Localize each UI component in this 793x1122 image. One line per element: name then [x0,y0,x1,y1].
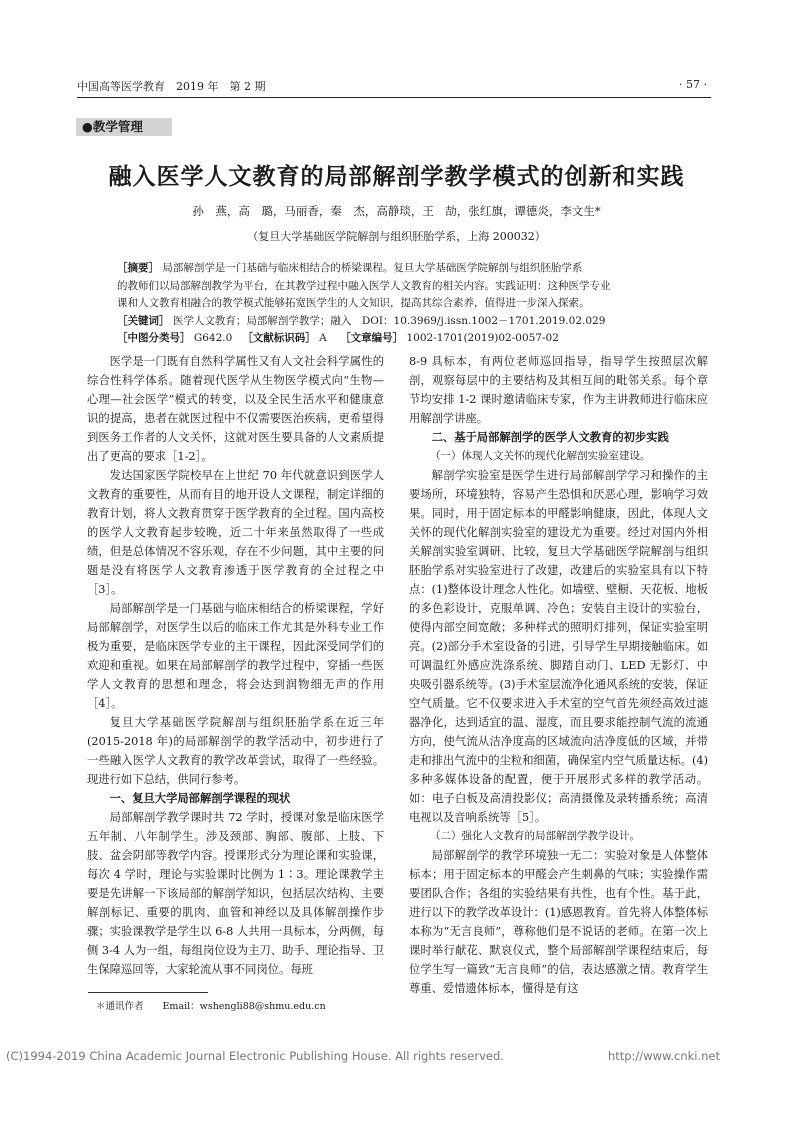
article-title: 融入医学人文教育的局部解剖学教学模式的创新和实践 [108,164,685,190]
clc-value: G642.0 [193,332,233,344]
abstract-label: ［摘要］ [117,262,159,274]
body-paragraph: 局部解剖学教学课时共 72 学时，授课对象是临床医学五年制、八年制学生。涉及颈部、胸部、腹部、上肢、下肢、盆会阴部等教学内容。授课形式分为理论课和实验课，每次 4 学时，理论与实验课时比例为 1∶3。理论课教学主要是先讲解一下该局部的解剖学知识，包括层次结构、主要解剖标记、重要的肌肉、血管和神经以及具体解剖操作步骤；实验课教学是学生以 6-8 人共用一具标本，分两侧，每侧 3-4 人为一组，每组岗位设为主刀、助手、理论指导、卫生保障巡回等，大家轮流从事不同岗位。每班 [87,811,384,976]
body-paragraph: 复旦大学基础医学院解剖与组织胚胎学系在近三年(2015-2018 年)的局部解剖学的教学活动中，初步进行了一些融入医学人文教育的教学改革尝试，取得了一些经验。现进行如下总结，供同行参考。 [87,716,384,786]
body-paragraph: 8-9 具标本，有两位老师巡回指导，指导学生按照层次解剖，观察每层中的主要结构及其相互间的毗邻关系。每个章节均安排 1-2 课时邀请临床专家，作为主讲教师进行临床应用解剖学讲座。 [409,355,708,425]
running-header [77,78,707,94]
abstract-line-2: 的教师们以局部解剖教学为平台，在其教学过程中融入医学人文教育的相关内容。实践证明：这种医学专业 [117,279,611,292]
body-paragraph: 解剖学实验室是医学生进行局部解剖学学习和操作的主要场所，环境独特，容易产生恐惧和厌恶心理，影响学习效果。同时，用于固定标本的甲醛影响健康，因此，体现人文关怀的现代化解剖实验室的建设尤为重要。经过对国内外相关解剖实验室调研、比较，复旦大学基础医学院解剖与组织胚胎学系对实验室进行了改建，改建后的实验室具有以下特点：(1)整体设计理念人性化。如墙壁、壁橱、天花板、地板的多色彩设计，克服单调、冷色；安装自主设计的实验台，使得内部空间宽敞；多种样式的照明灯排列，保证实验室明亮。(2)部分手术室设备的引进，引导学生早期接触临床。如可调温红外感应洗涤系统、脚踏自动门、LED 无影灯、中央吸引器系统等。(3)手术室层流净化通风系统的安装，保证空气质量。它不仅要求进入手术室的空气首先须经高效过滤器净化，达到适宜的温、湿度，而且要求能控制气流的流通方向，使气流从洁净度高的区域流向洁净度低的区域，并带走和排出气流中的尘粒和细菌，确保室内空气质量达标。(4)多种多媒体设备的配置，便于开展形式多样的教学活动。如：电子白板及高清投影仪；高清摄像及录转播系统；高清电视以及音响系统等［5］。 [409,469,708,824]
header-rule [77,97,711,98]
section-heading: 一、复旦大学局部解剖学课程的现状 [109,792,291,805]
doc-code-value: A [319,332,327,344]
copyright-text: (C)1994-2019 China Academic Journal Electronic Publishing House. All rights reserved. [6,1049,504,1063]
abstract-block [117,260,701,348]
article-number-value: 1002-1701(2019)02-0057-02 [406,332,559,344]
keywords-text: 医学人文教育；局部解剖学教学；融入 DOI：10.3969/j.issn.1002－1701.2019.02.029 [172,314,606,327]
footnote: ＊通讯作者 Email：wshengli88@shmu.edu.cn [96,1001,326,1012]
keywords-label: ［关键词］ [117,314,170,327]
section-tag: ●教学管理 [76,118,172,136]
affiliation: （复旦大学基础医学院解剖与组织胚胎学系，上海 200032） [247,230,546,243]
abstract-line-1 [117,260,701,278]
copyright-footer [6,1049,792,1063]
left-column [87,352,384,979]
section-heading: 二、基于局部解剖学的医学人文教育的初步实践 [431,431,669,444]
body-paragraph: 医学是一门既有自然科学属性又有人文社会科学属性的综合性科学体系。随着现代医学从生物医学模式向“生物—心理—社会医学”模式的转变，以及全民生活水平和健康意识的提高，患者在就医过程中不仅需要医治疾病，更希望得到医务工作者的人文关怀，这就对医生要具备的人文素质提出了更高的要求［1-2］。 [87,355,384,463]
body-paragraph: 局部解剖学是一门基础与临床相结合的桥梁课程，学好局部解剖学，对医学生以后的临床工作尤其是外科专业工作极为重要，是临床医学专业的主干课程，因此深受同学们的欢迎和重视。如果在局部解剖学的教学过程中，穿插一些医学人文教育的思想和理念，将会达到润物细无声的作用［4］。 [87,602,384,710]
author-list: 孙 燕，高 璐，马丽香，秦 杰，高静琰，王 劼，张红旗，谭德炎，李文生* [192,204,601,218]
classification-line [117,330,701,348]
cnki-url: http://www.cnki.net [607,1049,720,1063]
article-number-label: ［文章编号］ [340,332,404,344]
keywords-line [117,313,701,331]
subsection-heading: （二）强化人文教育的局部解剖学教学设计。 [430,830,640,842]
journal-name: 中国高等医学教育 2019 年 第 2 期 [77,80,266,93]
clc-label: ［中图分类号］ [117,332,191,344]
doc-code-label: ［文献标识码］ [242,332,316,344]
abstract-line-3: 课和人文教育相融合的教学模式能够拓宽医学生的人文知识，提高其综合素养，值得进一步深入探索。 [117,297,590,309]
abstract-text: 局部解剖学是一门基础与临床相结合的桥梁课程。复旦大学基础医学院解剖与组织胚胎学系 [162,262,583,274]
subsection-heading: （一）体现人文关怀的现代化解剖实验室建设。 [430,450,651,462]
page-number: · 57 · [679,78,707,91]
body-paragraph: 局部解剖学的教学环境独一无二：实验对象是人体整体标本；用于固定标本的甲醛会产生刺鼻的气味；实验操作需要团队合作；各组的实验结果有共性，也有个性。基于此，进行以下的教学改革设计：(1)感恩教育。首先将人体整体标本称为“无言良师”，尊称他们是不说话的老师。在第一次上课时举行献花、默哀仪式，整个局部解剖学课程结束后，每位学生写一篇致“无言良师”的信，表达感激之情。教育学生尊重、爱惜遗体标本，懂得是有这 [409,849,708,995]
right-column [409,352,708,998]
footnote-rule [88,992,208,993]
body-paragraph: 发达国家医学院校早在上世纪 70 年代就意识到医学人文教育的重要性，从而有目的地开设人文课程，制定详细的教育计划，将人文教育贯穿于医学教育的全过程。国内高校的医学人文教育起步较晚，近二十年来虽然取得了一些成绩，但是总体情况不容乐观，存在不少问题，其中主要的问题是没有将医学人文教育渗透于医学教育的全过程之中［3］。 [87,469,384,596]
